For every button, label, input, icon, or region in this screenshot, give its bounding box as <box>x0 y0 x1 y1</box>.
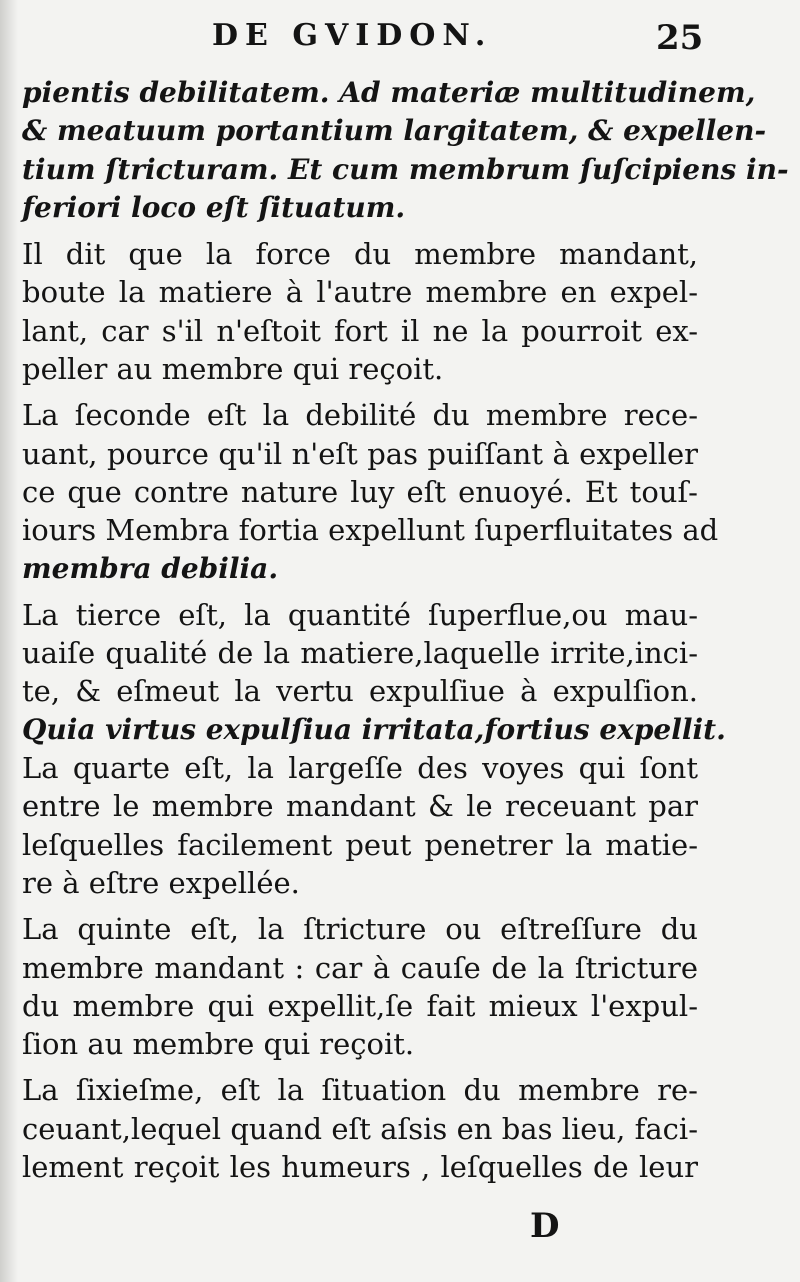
text-line: re à eſtre expellée. <box>22 865 300 900</box>
running-head: DE GVIDON. <box>212 18 493 53</box>
page-number: 25 <box>656 18 704 58</box>
text-line: lement reçoit les humeurs , leſquelles de leur <box>22 1150 698 1185</box>
text-line: feriori loco eſt ſituatum. <box>22 190 406 224</box>
text-line: ceuant,lequel quand eſt aſsis en bas lieu, faci- <box>22 1111 698 1146</box>
text-line: peller au membre qui reçoit. <box>22 352 444 387</box>
text-line: ſion au membre qui reçoit. <box>22 1027 415 1062</box>
text-line: & meatuum portantium largitatem, & expellen- <box>22 114 767 148</box>
text-line: ce que contre nature luy eſt enuoyé. Et touſ- <box>22 474 698 509</box>
text-line: entre le membre mandant & le receuant par <box>22 789 698 824</box>
text-line: iours Membra fortia expellunt ſuperfluitates ad <box>22 513 719 548</box>
text-line: Il dit que la force du membre mandant, <box>22 237 698 272</box>
text-line: tium ſtricturam. Et cum membrum ſuſcipiens in- <box>22 152 789 186</box>
text-line: La ſeconde eſt la debilité du membre rece- <box>22 398 698 433</box>
text-line: leſquelles facilement peut penetrer la matie- <box>22 827 698 862</box>
gutter-shadow <box>0 0 18 1282</box>
text-line: te, & eſmeut la vertu expulſiue à expulſion. <box>22 674 698 709</box>
text-line: La tierce eſt, la quantité ſuperflue,ou mau- <box>22 597 698 632</box>
text-line: La quarte eſt, la largeſſe des voyes qui ſont <box>22 751 698 786</box>
text-line: lant, car s'il n'eſtoit fort il ne la pourroit ex- <box>22 313 698 348</box>
signature-mark: D <box>530 1206 560 1246</box>
text-line: membre mandant : car à cauſe de la ſtricture <box>22 950 698 985</box>
text-line: La quinte eſt, la ſtricture ou eſtreſſure du <box>22 912 698 947</box>
text-line: boute la matiere à l'autre membre en expel- <box>22 275 698 310</box>
body-text <box>22 74 789 1186</box>
text-line: pientis debilitatem. Ad materiæ multitudinem, <box>22 76 756 109</box>
text-line: membra debilia. <box>22 551 279 585</box>
text-line: Quia virtus expulſiua irritata,fortius expellit. <box>22 712 726 746</box>
text-line: du membre qui expellit,ſe fait mieux l'expul- <box>22 988 698 1023</box>
text-line: uant, pource qu'il n'eſt pas puiſſant à expeller <box>22 436 698 471</box>
text-line: La ſixieſme, eſt la ſituation du membre re- <box>22 1073 698 1108</box>
text-line: uaiſe qualité de la matiere,laquelle irrite,inci- <box>22 636 698 671</box>
